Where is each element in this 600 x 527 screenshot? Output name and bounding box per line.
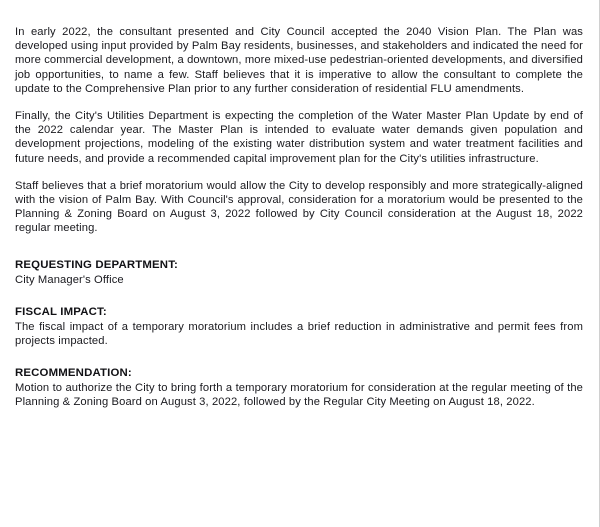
recommendation-value: Motion to authorize the City to bring forth a temporary moratorium for consideration at the regular meeting of the Planning & Zoning Board on August 3, 2022, followed by the Regular City Meeting on August 18, 2022. bbox=[15, 382, 583, 409]
document-body bbox=[15, 25, 583, 410]
requesting-department-value: City Manager's Office bbox=[15, 273, 124, 286]
fiscal-impact-value: The fiscal impact of a temporary moratorium includes a brief reduction in administrative and permit fees from projects impacted. bbox=[15, 320, 583, 348]
requesting-department-heading: REQUESTING DEPARTMENT: bbox=[15, 258, 179, 271]
recommendation-heading: RECOMMENDATION: bbox=[15, 367, 132, 380]
section-requesting-department bbox=[15, 258, 583, 287]
section-fiscal-impact bbox=[15, 305, 583, 348]
paragraph-vision-plan: In early 2022, the consultant presented and City Council accepted the 2040 Vision Plan. The Plan was developed using input provided by Palm Bay residents, businesses, and stakeholders and indicated the need for more commercial development, a downtown, more mixed-use pedestrian-oriented developments, and diversified job opportunities, to name a few. Staff believes that it is imperative to allow the consultant to complete the update to the Comprehensive Plan prior to any further consideration of residential FLU amendments. bbox=[15, 26, 583, 95]
fiscal-impact-heading: FISCAL IMPACT: bbox=[15, 305, 107, 318]
section-recommendation bbox=[15, 366, 583, 409]
paragraph-water-master-plan: Finally, the City's Utilities Department is expecting the completion of the Water Master Plan Update by end of the 2022 calendar year. The Master Plan is intended to evaluate water demands given population and development projections, modeling of the existing water distribution system and water treatment facilities and future needs, and provide a recommended capital improvement plan for the City's utilities infrastructure. bbox=[15, 110, 583, 165]
paragraph-moratorium-timeline: Staff believes that a brief moratorium would allow the City to develop responsibly and more strategically-aligned with the vision of Palm Bay. With Council's approval, consideration for a moratorium would be presented to the Planning & Zoning Board on August 3, 2022 followed by City Council consideration at the August 18, 2022 regular meeting. bbox=[15, 179, 583, 235]
